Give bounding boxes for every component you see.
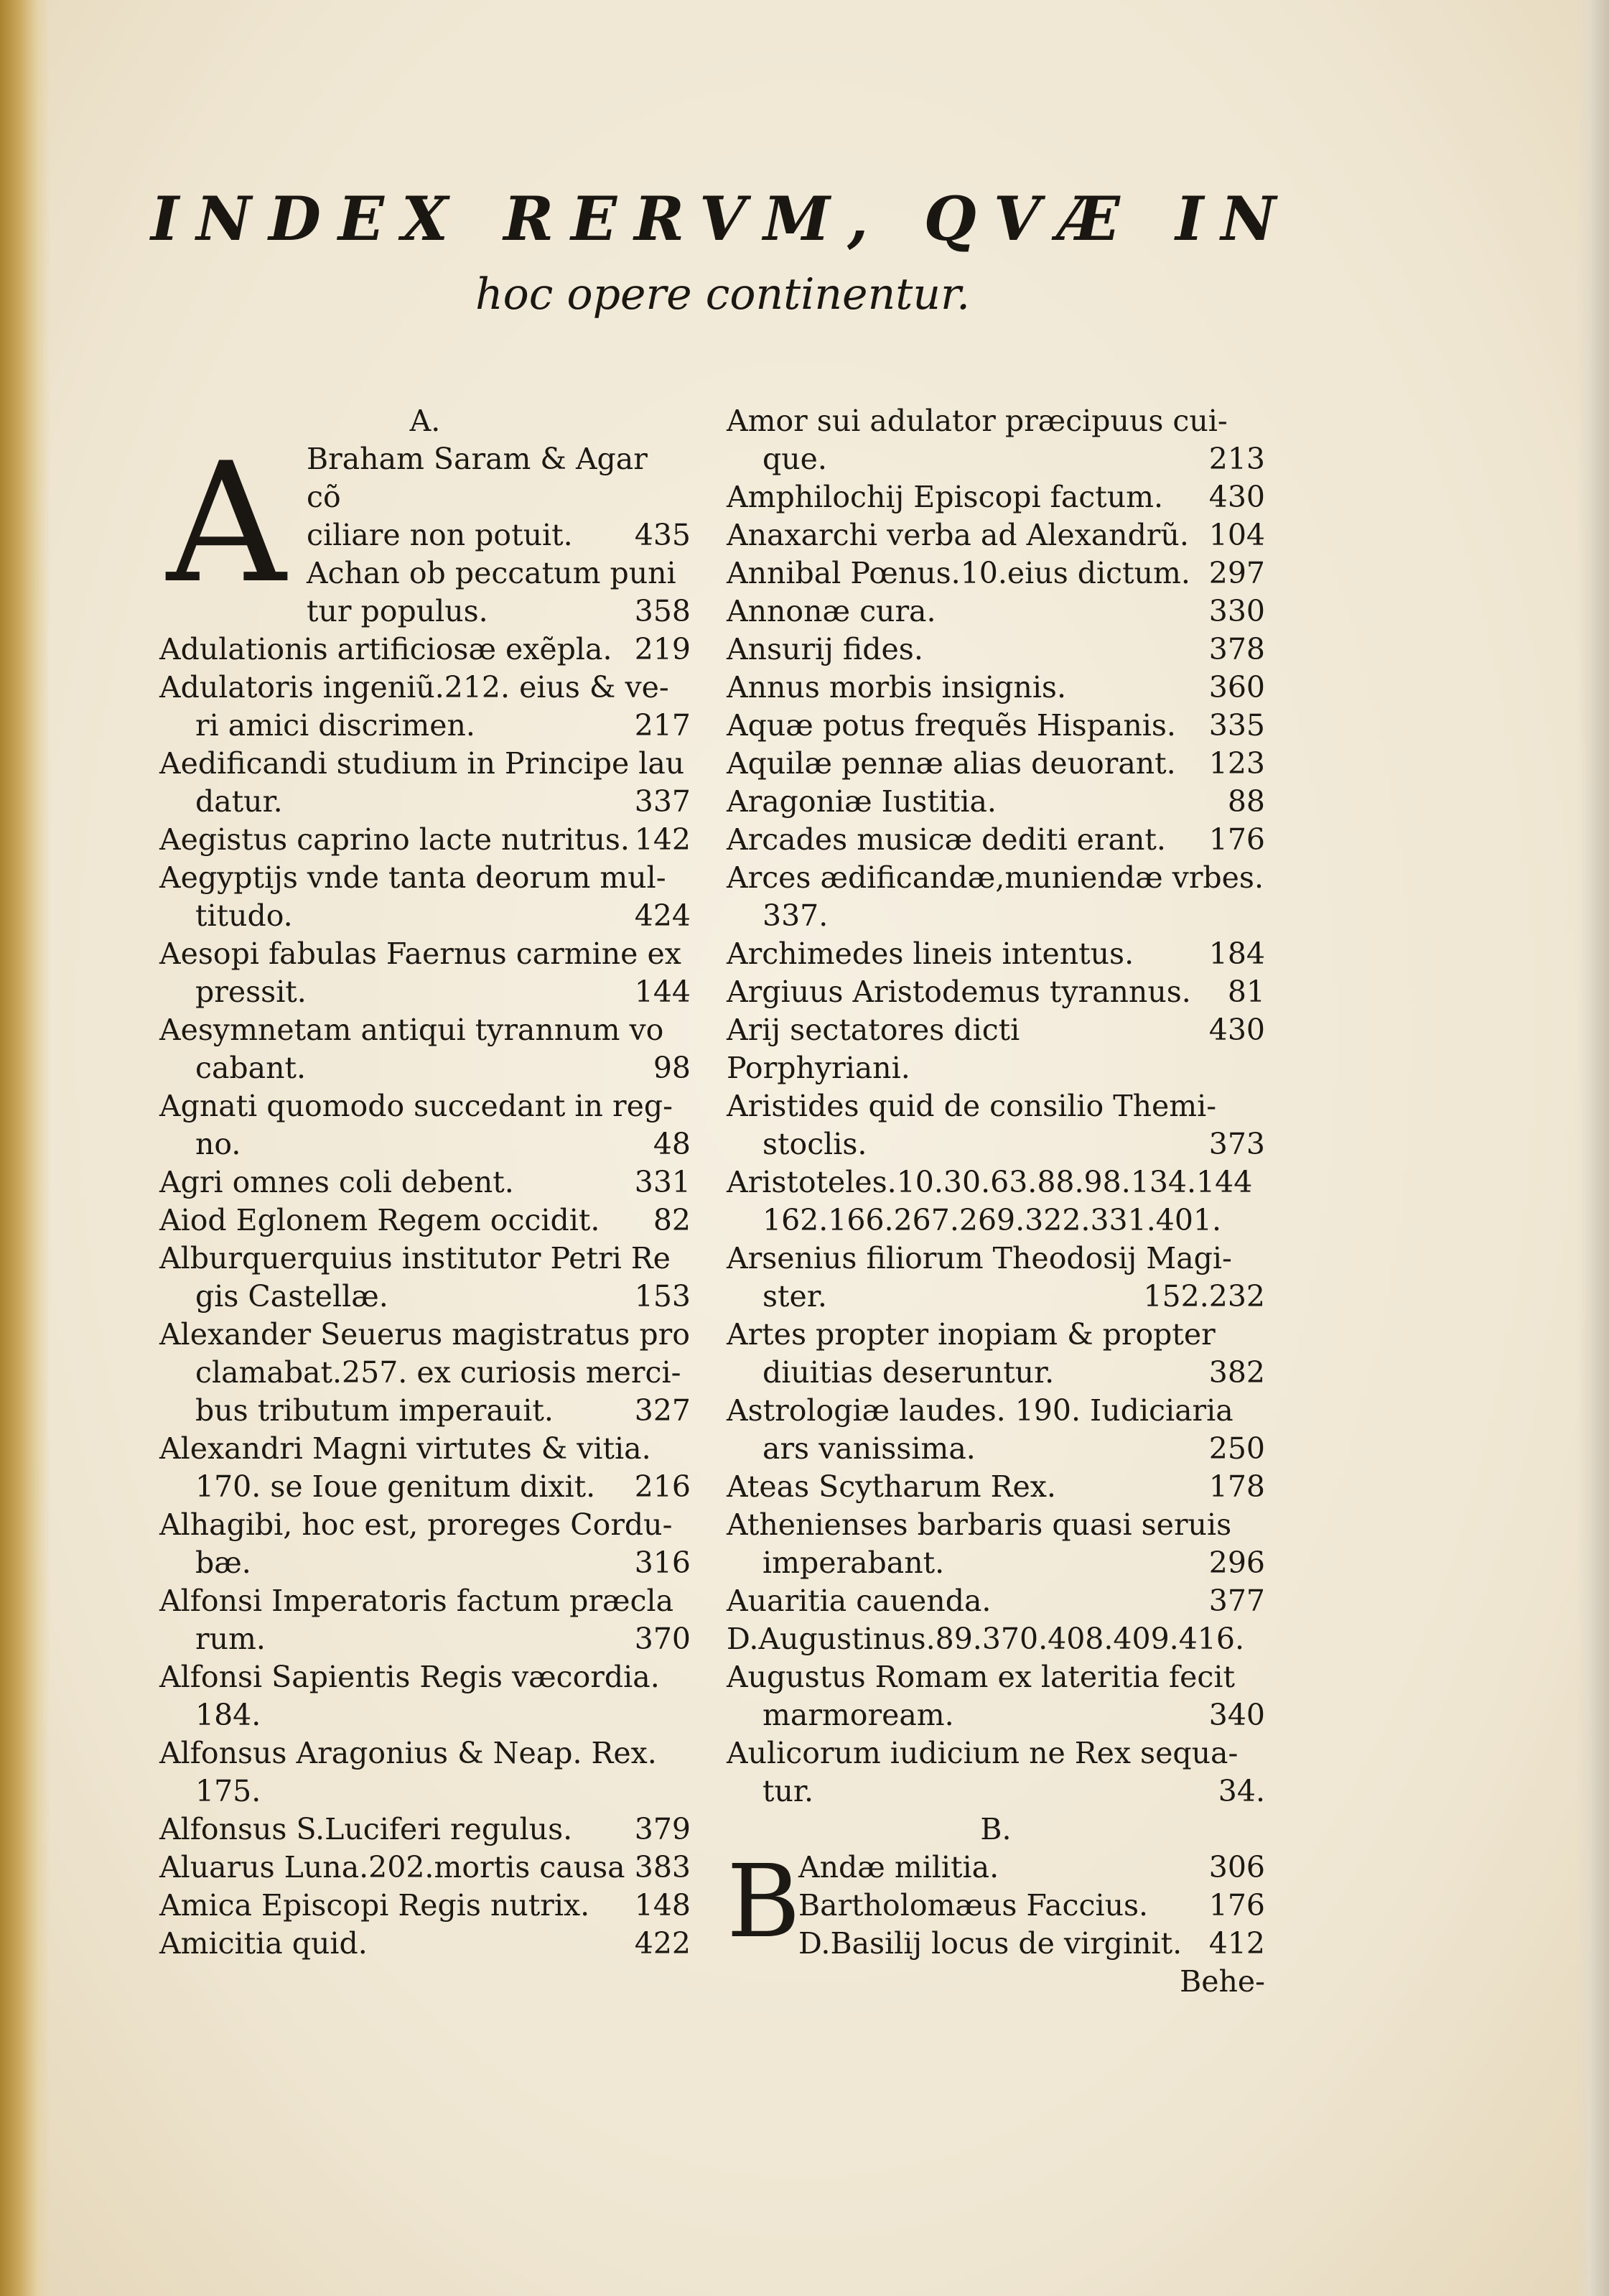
entry-text: D.Augustinus.89.370.408.409.416. bbox=[727, 1622, 1244, 1656]
entry-text: titudo. bbox=[195, 898, 293, 933]
index-entry bbox=[727, 554, 1265, 592]
page-edge-right bbox=[1577, 0, 1609, 2296]
dropcap-b-lines bbox=[798, 1849, 1265, 1963]
entry-text: ars vanissima. bbox=[762, 1431, 976, 1466]
index-entry bbox=[727, 631, 1265, 669]
index-entry bbox=[159, 1011, 691, 1049]
page-number: 176 bbox=[1208, 1888, 1265, 1923]
entry-continuation bbox=[727, 440, 1265, 478]
entry-text: Aesymnetam antiqui tyrannum vo bbox=[159, 1013, 664, 1047]
entry-text: bus tributum imperauit. bbox=[195, 1393, 554, 1428]
page-number: 360 bbox=[1208, 670, 1265, 705]
entry-text: Aristoteles.10.30.63.88.98.134.144 bbox=[727, 1165, 1253, 1199]
index-entry bbox=[159, 1658, 691, 1696]
entry-text: 184. bbox=[195, 1698, 261, 1732]
index-entry bbox=[798, 1849, 1265, 1887]
entry-text: Andæ militia. bbox=[798, 1850, 999, 1884]
entry-continuation bbox=[159, 1468, 691, 1506]
entry-continuation bbox=[159, 1544, 691, 1582]
index-entry bbox=[159, 821, 691, 859]
catchword: Behe- bbox=[1180, 1964, 1265, 1999]
index-entry bbox=[727, 707, 1265, 745]
entry-continuation bbox=[159, 897, 691, 935]
entry-text: Amphilochij Episcopi factum. bbox=[727, 480, 1164, 514]
page-number: 377 bbox=[1208, 1584, 1265, 1618]
page-number: 373 bbox=[1208, 1127, 1265, 1161]
entry-text: imperabant. bbox=[762, 1546, 945, 1580]
entry-text: Amicitia quid. bbox=[159, 1926, 368, 1961]
entry-continuation bbox=[159, 1125, 691, 1163]
dropcap-paragraph bbox=[159, 428, 691, 631]
page-number: 358 bbox=[634, 594, 691, 628]
entry-text: diuitias deseruntur. bbox=[762, 1355, 1055, 1390]
entry-text: Annonæ cura. bbox=[727, 594, 936, 628]
page-number: 98 bbox=[653, 1051, 691, 1085]
page-number: 148 bbox=[634, 1888, 691, 1923]
entry-text: Alfonsus Aragonius & Neap. Rex. bbox=[159, 1736, 657, 1770]
entry-continuation bbox=[159, 707, 691, 745]
page-number: 430 bbox=[1208, 1013, 1265, 1047]
entry-text: ster. bbox=[762, 1279, 827, 1314]
index-entry bbox=[727, 935, 1265, 973]
entry-text: marmoream. bbox=[762, 1698, 954, 1732]
page-edge-left bbox=[0, 0, 50, 2296]
page-number: 412 bbox=[1208, 1926, 1265, 1961]
page-number: 330 bbox=[1208, 594, 1265, 628]
page-number: 88 bbox=[1227, 784, 1265, 819]
page-number: 422 bbox=[634, 1926, 691, 1961]
index-entry bbox=[727, 783, 1265, 821]
entry-text: Athenienses barbaris quasi seruis bbox=[727, 1507, 1232, 1542]
index-entry bbox=[159, 745, 691, 783]
index-entry bbox=[307, 592, 691, 631]
page-number: 296 bbox=[1208, 1546, 1265, 1580]
page-number: 383 bbox=[634, 1850, 691, 1884]
index-entry bbox=[159, 1240, 691, 1278]
page-number: 216 bbox=[634, 1469, 691, 1504]
entry-continuation bbox=[727, 1544, 1265, 1582]
entry-text: Aquæ potus frequẽs Hispanis. bbox=[727, 708, 1176, 743]
entry-text: Alburquerquius institutor Petri Re bbox=[159, 1241, 671, 1275]
entry-text: que. bbox=[762, 442, 827, 476]
entry-text: Aedificandi studium in Principe lau bbox=[159, 746, 685, 781]
entry-text: Ateas Scytharum Rex. bbox=[727, 1469, 1056, 1504]
page-number: 306 bbox=[1208, 1850, 1265, 1884]
entry-text: Braham Saram & Agar cõ bbox=[307, 442, 648, 514]
index-column-left bbox=[159, 402, 691, 1963]
page-number: 178 bbox=[1208, 1469, 1265, 1504]
index-entry bbox=[727, 1582, 1265, 1620]
entry-continuation bbox=[159, 973, 691, 1011]
index-entry bbox=[727, 516, 1265, 554]
entry-text: tur. bbox=[762, 1774, 814, 1808]
page-number: 335 bbox=[1208, 708, 1265, 743]
index-entry bbox=[727, 478, 1265, 516]
dropcap-letter: A bbox=[167, 428, 286, 620]
index-entry bbox=[727, 973, 1265, 1011]
page-number: 176 bbox=[1208, 822, 1265, 857]
entry-list-left bbox=[159, 631, 691, 1963]
entry-text: Agri omnes coli debent. bbox=[159, 1165, 514, 1199]
entry-text: Bartholomæus Faccius. bbox=[798, 1888, 1149, 1923]
index-entry bbox=[727, 1734, 1265, 1772]
index-entry bbox=[727, 1506, 1265, 1544]
page-number: 217 bbox=[634, 708, 691, 743]
page-number: 316 bbox=[634, 1546, 691, 1580]
entry-text: 170. se Ioue genitum dixit. bbox=[195, 1469, 596, 1504]
index-entry bbox=[159, 1202, 691, 1240]
index-entry bbox=[798, 1887, 1265, 1925]
index-entry bbox=[159, 1506, 691, 1544]
entry-list-right bbox=[727, 402, 1265, 1811]
entry-text: Adulatoris ingeniũ.212. eius & ve- bbox=[159, 670, 669, 705]
page-number: 34. bbox=[1218, 1774, 1265, 1808]
index-entry bbox=[159, 859, 691, 897]
index-entry bbox=[727, 1468, 1265, 1506]
page-number: 82 bbox=[653, 1203, 691, 1237]
entry-text: Alexandri Magni virtutes & vitia. bbox=[159, 1431, 651, 1466]
entry-text: ciliare non potuit. bbox=[307, 518, 573, 552]
entry-continuation bbox=[727, 1430, 1265, 1468]
index-entry bbox=[159, 1430, 691, 1468]
entry-text: Arij sectatores dicti Porphyriani. bbox=[727, 1013, 1020, 1085]
entry-text: Amor sui adulator præcipuus cui- bbox=[727, 404, 1228, 438]
page-number: 213 bbox=[1208, 442, 1265, 476]
entry-text: cabant. bbox=[195, 1051, 307, 1085]
entry-text: Astrologiæ laudes. 190. Iudiciaria bbox=[727, 1393, 1233, 1428]
entry-text: Augustus Romam ex lateritia fecit bbox=[727, 1660, 1235, 1694]
index-entry bbox=[727, 1240, 1265, 1278]
entry-text: Achan ob peccatum puni bbox=[307, 556, 676, 590]
entry-text: Adulationis artificiosæ exẽpla. bbox=[159, 632, 612, 666]
entry-continuation bbox=[159, 1772, 691, 1811]
page-number: 81 bbox=[1227, 975, 1265, 1009]
entry-text: Annus morbis insignis. bbox=[727, 670, 1067, 705]
entry-text: Agnati quomodo succedant in reg- bbox=[159, 1089, 673, 1123]
page-number: 123 bbox=[1208, 746, 1265, 781]
entry-text: D.Basilij locus de virginit. bbox=[798, 1926, 1183, 1961]
entry-continuation bbox=[159, 1278, 691, 1316]
page-number: 378 bbox=[1208, 632, 1265, 666]
entry-text: Arcades musicæ dediti erant. bbox=[727, 822, 1166, 857]
entry-text: Arces ædificandæ,muniendæ vrbes. bbox=[727, 860, 1264, 895]
index-entry bbox=[727, 1087, 1265, 1125]
entry-continuation bbox=[727, 1772, 1265, 1811]
index-entry bbox=[727, 1620, 1265, 1658]
entry-text: pressit. bbox=[195, 975, 307, 1009]
index-column-right bbox=[727, 402, 1265, 2001]
entry-text: datur. bbox=[195, 784, 283, 819]
index-entry bbox=[727, 859, 1265, 897]
index-entry bbox=[159, 1163, 691, 1202]
entry-text: 175. bbox=[195, 1774, 261, 1808]
dropcap-b-letter: B bbox=[727, 1844, 801, 1961]
index-entry bbox=[727, 402, 1265, 440]
page-number: 104 bbox=[1208, 518, 1265, 552]
index-entry bbox=[159, 1734, 691, 1772]
entry-text: Alfonsus S.Luciferi regulus. bbox=[159, 1812, 573, 1846]
entry-text: Aiod Eglonem Regem occidit. bbox=[159, 1203, 600, 1237]
entry-text: 162.166.267.269.322.331.401. bbox=[762, 1203, 1222, 1237]
page-number: 144 bbox=[634, 975, 691, 1009]
entry-text: Aluarus Luna.202.mortis causa bbox=[159, 1850, 625, 1884]
page-number: 184 bbox=[1208, 936, 1265, 971]
entry-text: tur populus. bbox=[307, 594, 488, 628]
entry-text: Aquilæ pennæ alias deuorant. bbox=[727, 746, 1176, 781]
entry-text: Annibal Pœnus.10.eius dictum. bbox=[727, 556, 1190, 590]
entry-text: Aesopi fabulas Faernus carmine ex bbox=[159, 936, 681, 971]
index-entry bbox=[307, 516, 691, 554]
index-entry bbox=[159, 1811, 691, 1849]
index-entry bbox=[727, 1011, 1265, 1087]
index-entry bbox=[159, 669, 691, 707]
entry-continuation bbox=[159, 1696, 691, 1734]
entry-text: Aragoniæ Iustitia. bbox=[727, 784, 997, 819]
entry-text: Artes propter inopiam & propter bbox=[727, 1317, 1216, 1352]
index-entry bbox=[798, 1925, 1265, 1963]
entry-continuation bbox=[727, 1696, 1265, 1734]
index-entry bbox=[727, 745, 1265, 783]
page-number: 340 bbox=[1208, 1698, 1265, 1732]
page-number: 379 bbox=[634, 1812, 691, 1846]
index-entry bbox=[727, 669, 1265, 707]
entry-text: 337. bbox=[762, 898, 829, 933]
page-subtitle: hoc opere continentur. bbox=[475, 269, 971, 320]
index-entry bbox=[727, 592, 1265, 631]
entry-text: Ansurij fides. bbox=[727, 632, 923, 666]
entry-continuation bbox=[727, 1278, 1265, 1316]
entry-text: Alfonsi Sapientis Regis væcordia. bbox=[159, 1660, 660, 1694]
entry-text: stoclis. bbox=[762, 1127, 867, 1161]
entry-text: Argiuus Aristodemus tyrannus. bbox=[727, 975, 1191, 1009]
entry-text: Aristides quid de consilio Themi- bbox=[727, 1089, 1217, 1123]
entry-text: clamabat.257. ex curiosis merci- bbox=[195, 1355, 681, 1390]
entry-continuation bbox=[727, 897, 1265, 935]
entry-continuation bbox=[159, 1392, 691, 1430]
index-entry bbox=[727, 1163, 1265, 1202]
entry-text: Aulicorum iudicium ne Rex sequa- bbox=[727, 1736, 1239, 1770]
index-entry bbox=[159, 935, 691, 973]
entry-continuation bbox=[159, 1049, 691, 1087]
page-number: 153 bbox=[634, 1279, 691, 1314]
index-entry bbox=[727, 821, 1265, 859]
entry-text: Aegyptijs vnde tanta deorum mul- bbox=[159, 860, 666, 895]
entry-text: bæ. bbox=[195, 1546, 251, 1580]
index-entry bbox=[727, 1316, 1265, 1354]
entry-text: Alhagibi, hoc est, proreges Cordu- bbox=[159, 1507, 673, 1542]
entry-text: Amica Episcopi Regis nutrix. bbox=[159, 1888, 590, 1923]
entry-text: no. bbox=[195, 1127, 241, 1161]
page-number: 48 bbox=[653, 1127, 691, 1161]
page-number: 297 bbox=[1208, 556, 1265, 590]
entry-continuation bbox=[159, 783, 691, 821]
index-entry bbox=[307, 440, 691, 516]
page-title: INDEX RERVM, QVÆ IN bbox=[151, 183, 1294, 254]
page-number: 142 bbox=[634, 822, 691, 857]
entry-continuation bbox=[727, 1202, 1265, 1240]
page-number: 370 bbox=[634, 1622, 691, 1656]
entry-continuation bbox=[159, 1620, 691, 1658]
index-entry bbox=[159, 1316, 691, 1354]
entry-text: gis Castellæ. bbox=[195, 1279, 388, 1314]
page-number: 424 bbox=[634, 898, 691, 933]
entry-text: Auaritia cauenda. bbox=[727, 1584, 992, 1618]
index-entry bbox=[159, 1849, 691, 1887]
page-number: 430 bbox=[1208, 480, 1265, 514]
page-number: 435 bbox=[634, 518, 691, 552]
entry-continuation bbox=[727, 1354, 1265, 1392]
index-entry bbox=[727, 1658, 1265, 1696]
entry-text: Archimedes lineis intentus. bbox=[727, 936, 1134, 971]
index-entry bbox=[159, 1887, 691, 1925]
page-number: 331 bbox=[634, 1165, 691, 1199]
index-entry bbox=[159, 631, 691, 669]
index-entry bbox=[727, 1392, 1265, 1430]
dropcap-b-paragraph bbox=[727, 1844, 1265, 1963]
index-entry bbox=[307, 554, 691, 592]
dropcap-lines bbox=[307, 440, 691, 631]
entry-continuation bbox=[159, 1354, 691, 1392]
page-number: 219 bbox=[634, 632, 691, 666]
index-entry bbox=[159, 1925, 691, 1963]
index-entry bbox=[159, 1087, 691, 1125]
entry-text: Alfonsi Imperatoris factum præcla bbox=[159, 1584, 674, 1618]
page-number: 327 bbox=[634, 1393, 691, 1428]
entry-text: Arsenius filiorum Theodosij Magi- bbox=[727, 1241, 1232, 1275]
section-letter-a: A. bbox=[409, 404, 441, 438]
entry-continuation bbox=[727, 1125, 1265, 1163]
entry-text: ri amici discrimen. bbox=[195, 708, 475, 743]
index-entry bbox=[159, 1582, 691, 1620]
page-number: 337 bbox=[634, 784, 691, 819]
page-number: 382 bbox=[1208, 1355, 1265, 1390]
page-number: 152.232 bbox=[1143, 1279, 1265, 1314]
entry-text: Anaxarchi verba ad Alexandrũ. bbox=[727, 518, 1189, 552]
entry-text: rum. bbox=[195, 1622, 266, 1656]
entry-text: Alexander Seuerus magistratus pro bbox=[159, 1317, 690, 1352]
page-number: 250 bbox=[1208, 1431, 1265, 1466]
section-letter-b: B. bbox=[980, 1812, 1012, 1846]
entry-text: Aegistus caprino lacte nutritus. bbox=[159, 822, 630, 857]
